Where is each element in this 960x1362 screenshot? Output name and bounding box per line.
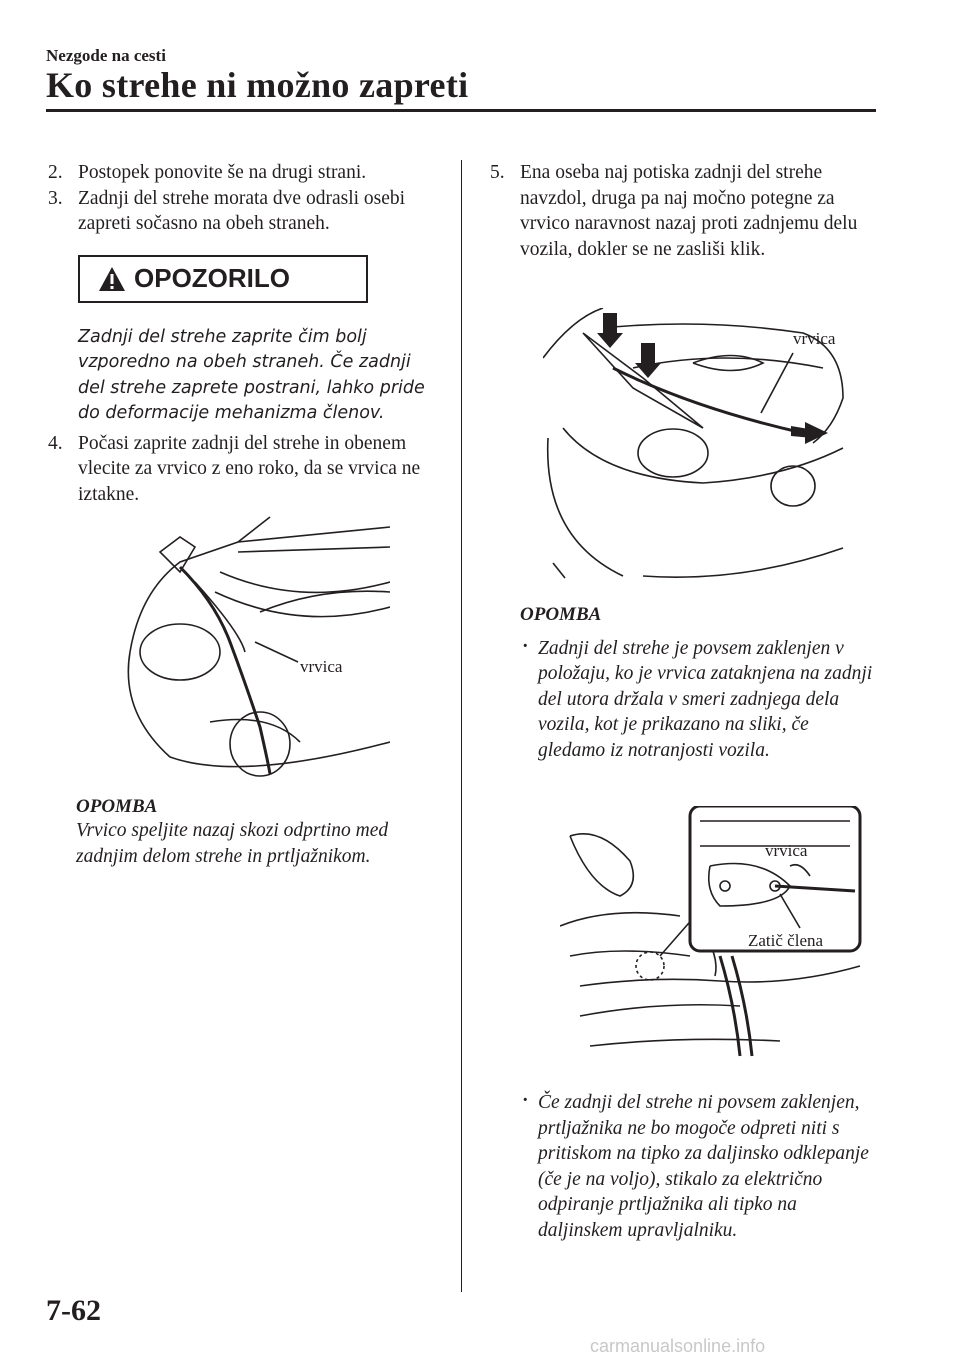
step-text: Ena oseba naj potiska zadnji del strehe navzdol, druga pa naj močno potegne za vrvico naravnost nazaj proti zadnjemu delu vozila, dokler se ne zasliši klik. — [520, 162, 858, 260]
note-heading: OPOMBA — [76, 796, 158, 817]
step-2 — [48, 160, 438, 186]
left-column — [48, 160, 438, 507]
warning-box — [78, 255, 368, 303]
warning-icon — [98, 266, 126, 292]
step-number: 5. — [490, 162, 505, 183]
figure-label: vrvica — [300, 657, 343, 676]
step-number: 3. — [48, 187, 63, 209]
left-note — [76, 796, 426, 869]
step-number: 2. — [48, 162, 63, 183]
link-pin-illustration — [560, 806, 865, 1068]
step-3 — [48, 186, 438, 237]
step-text: Postopek ponovite še na drugi strani. — [78, 162, 367, 183]
section-header: Nezgode na cesti — [46, 46, 166, 65]
title-rule — [46, 109, 876, 112]
figure-label: Zatič člena — [748, 931, 824, 950]
step-5 — [490, 160, 880, 262]
step-4 — [48, 431, 438, 508]
note-bullet: · Zadnji del strehe je povsem zaklenjen v položaju, ko je vrvica zataknjena na zadnji del utora držala v smeri zadnjega dela vozila, kot je prikazano na sliki, če gledamo iz notranjosti vozila. — [520, 636, 880, 764]
note-text: Vrvico speljite nazaj skozi odprtino med zadnjim delom strehe in prtljažnikom. — [76, 820, 389, 867]
page-number: 7-62 — [46, 1294, 101, 1327]
right-note — [520, 602, 880, 763]
figure-label: vrvica — [793, 329, 836, 348]
rear-deck-illustration — [543, 308, 855, 586]
column-divider — [461, 160, 462, 1292]
watermark: carmanualsonline.info — [590, 1336, 766, 1356]
page-title: Ko strehe ni možno zapreti — [46, 65, 469, 105]
right-column — [490, 160, 880, 262]
figure-label: vrvica — [765, 841, 808, 860]
warning-label: OPOZORILO — [134, 262, 290, 293]
step-number: 4. — [48, 432, 63, 454]
step-text: Zadnji del strehe morata dve odrasli osebi zapreti sočasno na obeh straneh. — [78, 187, 406, 234]
warning-text: Zadnji del strehe zaprite čim bolj vzporedno na obeh straneh. Če zadnji del strehe zaprete postrani, lahko pride do deformacije mehanizma členov. — [78, 326, 425, 423]
step-text: Počasi zaprite zadnji del strehe in obenem vlecite za vrvico z eno roko, da se vrvica ne iztakne. — [78, 432, 421, 505]
roof-closing-illustration — [120, 512, 390, 782]
right-note-2 — [520, 1090, 880, 1243]
note-heading: OPOMBA — [520, 604, 602, 625]
note-bullet: · Če zadnji del strehe ni povsem zaklenjen, prtljažnika ne bo mogoče odpreti niti s pritiskom na tipko za daljinsko odklepanje (če je na voljo), stikalo za električno odpiranje prtljažnika ali tipko na daljinskem upravljalniku. — [520, 1090, 880, 1243]
